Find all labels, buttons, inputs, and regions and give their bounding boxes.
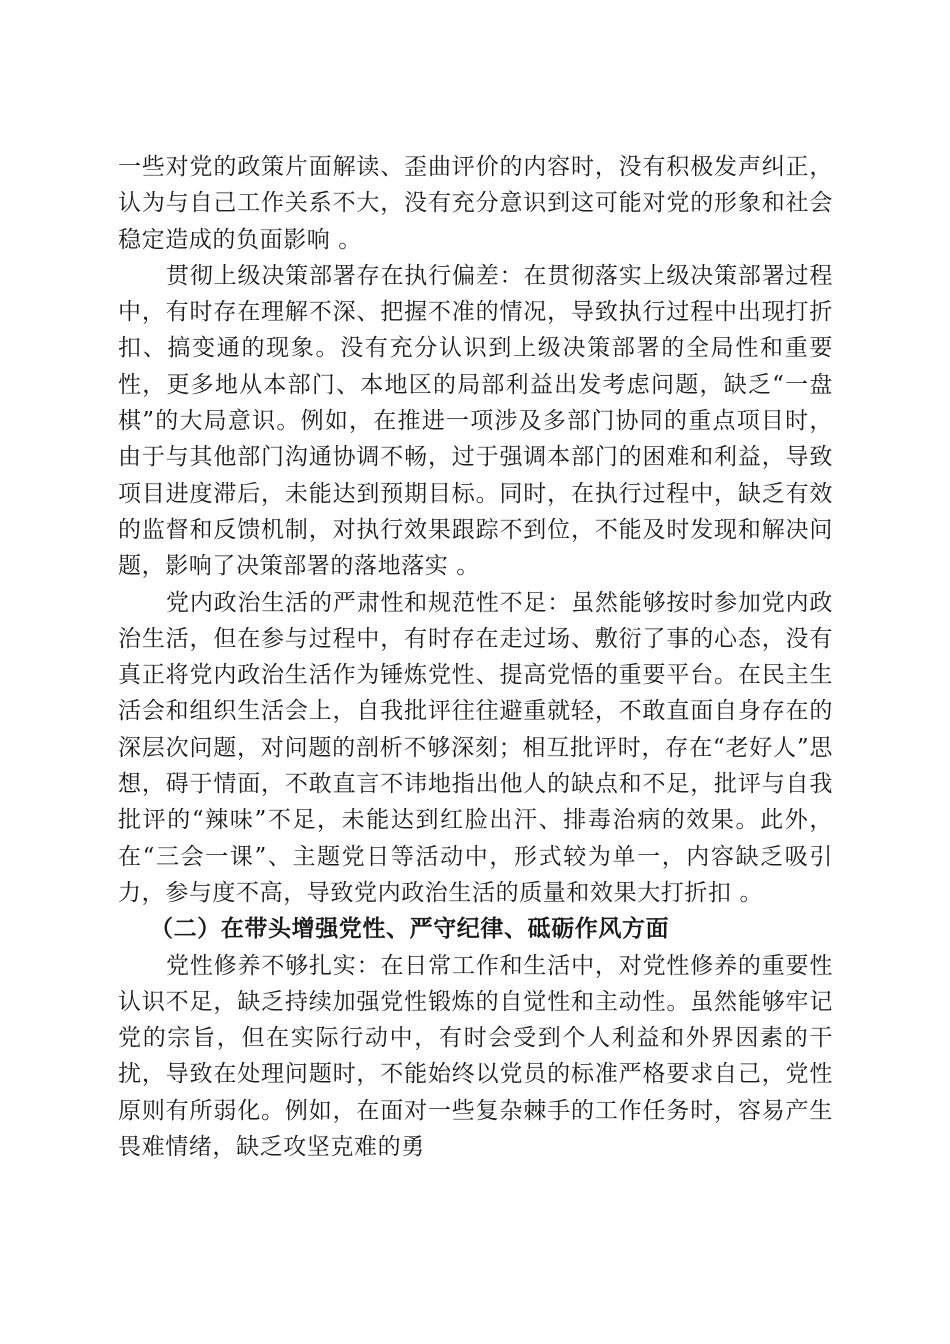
section-heading: （二）在带头增强党性、严守纪律、砥砺作风方面: [150, 915, 670, 943]
paragraph-party-spirit: 党性修养不够扎实：在日常工作和生活中，对党性修养的重要性认识不足，缺乏持续加强党性锻炼的自觉性和主动性。虽然能够牢记党的宗旨，但在实际行动中，有时会受到个人利益和外界因素的干扰，导致在处理问题时，不能始终以党员的标准严格要求自己，党性原则有所弱化。例如，在面对一些复杂棘手的工作任务时，容易产生畏难情绪，缺乏攻坚克难的勇: [118, 952, 833, 1161]
paragraph-continuation: 一些对党的政策片面解读、歪曲评价的内容时，没有积极发声纠正，认为与自己工作关系不大，没有充分意识到这可能对党的形象和社会稳定造成的负面影响 。: [118, 154, 833, 253]
document-page: [118, 149, 833, 1165]
paragraph-execution-deviation: 贯彻上级决策部署存在执行偏差：在贯彻落实上级决策部署过程中，有时存在理解不深、把握不准的情况，导致执行过程中出现打折扣、搞变通的现象。没有充分认识到上级决策部署的全局性和重要性，更多地从本部门、本地区的局部利益出发考虑问题，缺乏“一盘棋”的大局意识。例如，在推进一项涉及多部门协同的重点项目时，由于与其他部门沟通协调不畅，过于强调本部门的困难和利益，导致项目进度滞后，未能达到预期目标。同时，在执行过程中，缺乏有效的监督和反馈机制，对执行效果跟踪不到位，不能及时发现和解决问题，影响了决策部署的落地落实 。: [118, 262, 833, 580]
paragraph-party-political-life: 党内政治生活的严肃性和规范性不足：虽然能够按时参加党内政治生活，但在参与过程中，有时存在走过场、敷衍了事的心态，没有真正将党内政治生活作为锤炼党性、提高党悟的重要平台。在民主生活会和组织生活会上，自我批评往往避重就轻，不敢直面自身存在的深层次问题，对问题的剖析不够深刻；相互批评时，存在“老好人”思想，碍于情面，不敢直言不讳地指出他人的缺点和不足，批评与自我批评的“辣味”不足，未能达到红脸出汗、排毒治病的效果。此外，在“三会一课”、主题党日等活动中，形式较为单一，内容缺乏吸引力，参与度不高，导致党内政治生活的质量和效果大打折扣 。: [118, 589, 833, 906]
